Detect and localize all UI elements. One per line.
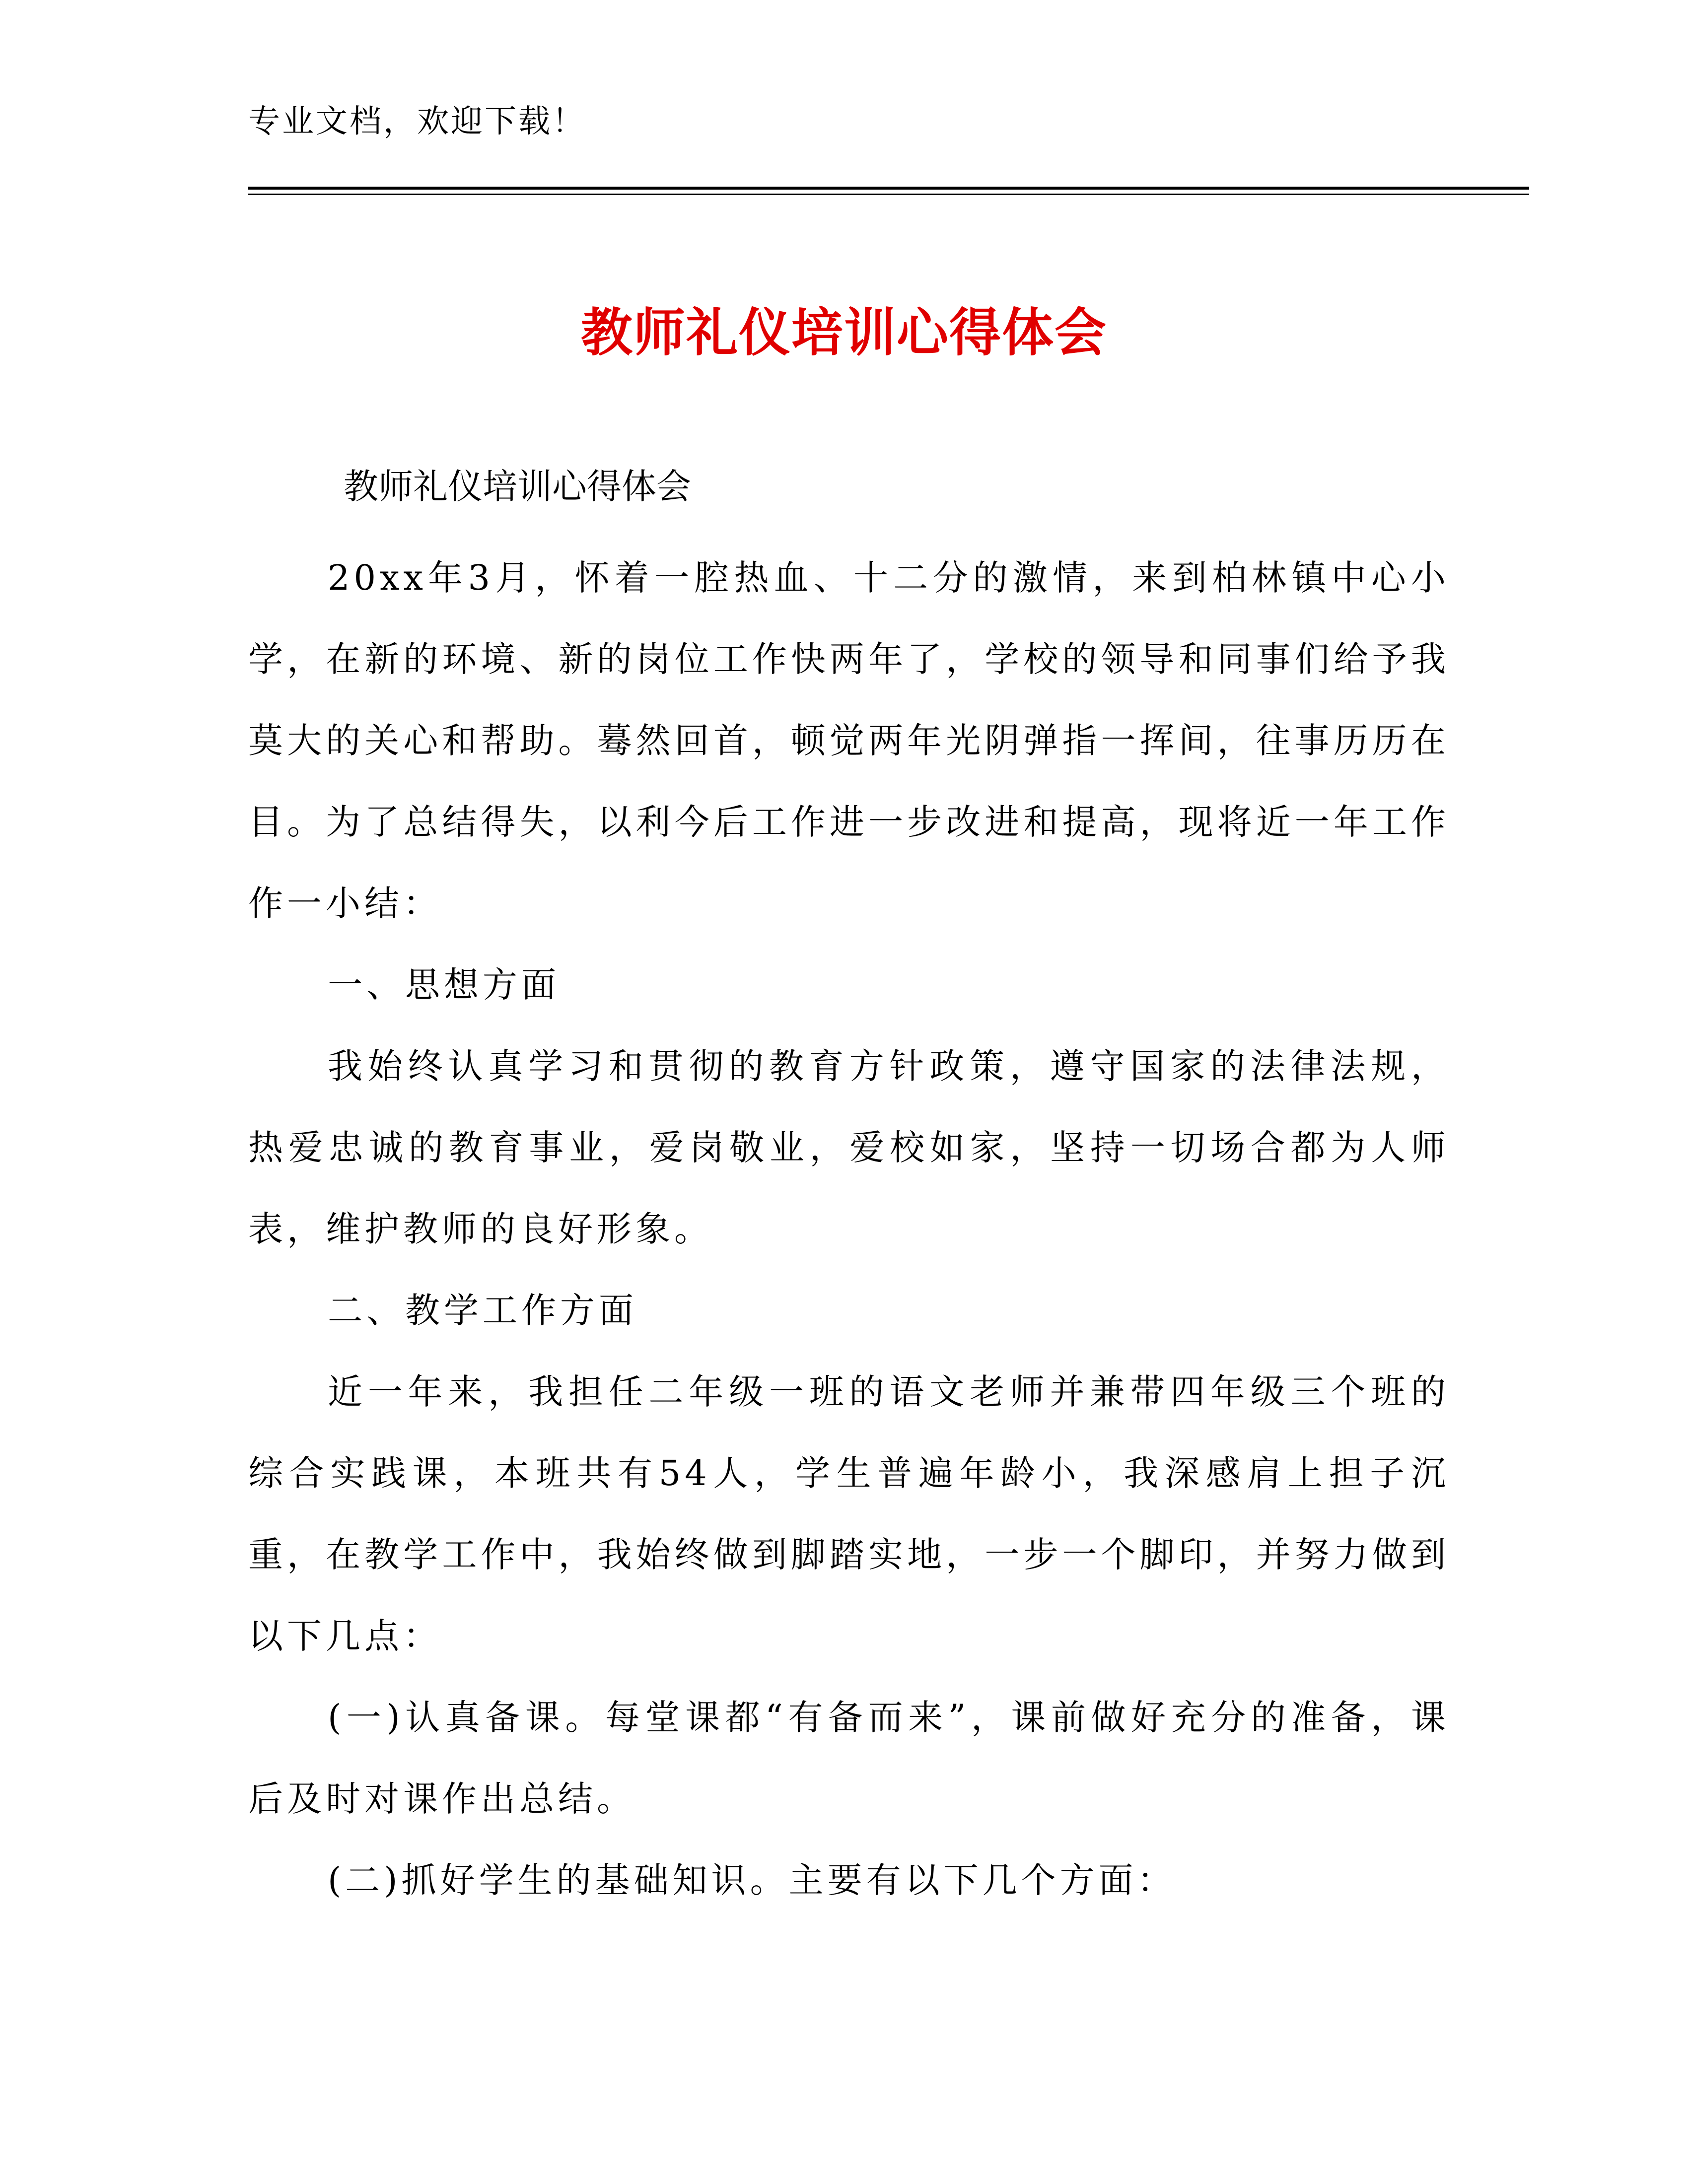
header-rule-thick <box>248 187 1529 190</box>
document-subtitle: 教师礼仪培训心得体会 <box>344 466 691 507</box>
paragraph-item-one: (一)认真备课。每堂课都“有备而来”，课前做好充分的准备，课后及时对课作出总结。 <box>248 1697 1450 1819</box>
document-body <box>248 537 1450 1921</box>
section-heading-teaching: 二、教学工作方面 <box>328 1290 637 1331</box>
page-header-text: 专业文档，欢迎下载！ <box>248 103 586 140</box>
paragraph-thought: 我始终认真学习和贯彻的教育方针政策，遵守国家的法律法规，热爱忠诚的教育事业，爱岗敬业，爱校如家，坚持一切场合都为人师表，维护教师的良好形象。 <box>248 1046 1450 1249</box>
header-rule-thin <box>248 194 1529 195</box>
section-heading-thought: 一、思想方面 <box>328 964 560 1005</box>
document-title: 教师礼仪培训心得体会 <box>580 302 1107 363</box>
paragraph-item-two: (二)抓好学生的基础知识。主要有以下几个方面： <box>328 1860 1176 1901</box>
paragraph-intro: 20xx年3月，怀着一腔热血、十二分的激情，来到柏林镇中心小学，在新的环境、新的岗位工作快两年了，学校的领导和同事们给予我莫大的关心和帮助。蓦然回首，顿觉两年光阴弹指一挥间，往事历历在目。为了总结得失，以利今后工作进一步改进和提高，现将近一年工作作一小结： <box>248 557 1450 924</box>
paragraph-teaching: 近一年来，我担任二年级一班的语文老师并兼带四年级三个班的综合实践课，本班共有54人，学生普遍年龄小，我深感肩上担子沉重，在教学工作中，我始终做到脚踏实地，一步一个脚印，并努力做到以下几点： <box>248 1371 1450 1656</box>
